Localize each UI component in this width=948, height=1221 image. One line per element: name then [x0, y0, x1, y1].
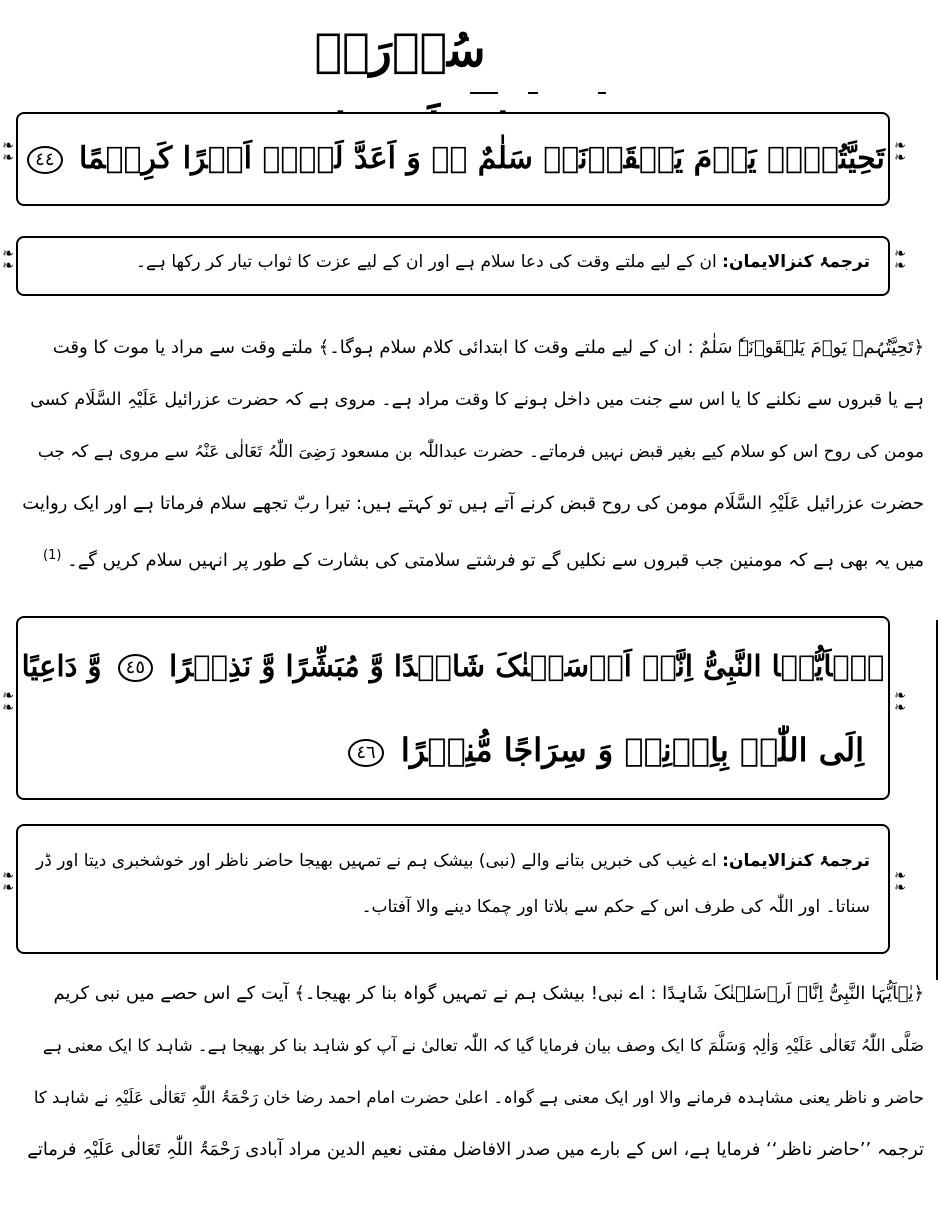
ayah-46 [18, 708, 888, 792]
ayah-number: ٤٥ [118, 654, 153, 682]
title-rule [598, 92, 606, 94]
ornament-right-icon: ❧ ❧ [894, 688, 906, 716]
ornament-right-icon: ❧ ❧ [894, 868, 906, 896]
ayah-text: تَحِیَّتُہُمۡ یَوۡمَ یَلۡقَوۡنَہٗ سَلٰمٌ ۚۖ وَ اَعَدَّ لَہُمۡ اَجۡرًا کَرِیۡمًا [78, 141, 885, 176]
footnote-citation: (1) [43, 548, 62, 563]
ornament-left-icon: ❧ ❧ [2, 246, 14, 274]
translation-line: سناتا۔ اور اللّٰہ کی طرف اس کے حکم سے بلاتا اور چمکا دینے والا آفتاب۔ [361, 897, 870, 917]
ayah-text: اِلَی اللّٰہِ بِاِذۡنِہٖ وَ سِرَاجًا مُّنِیۡرًا [400, 731, 864, 769]
tafsir-line: حاضر و ناظر یعنی مشاہدہ فرمانے والا اور ایک معنی ہے گواہ۔ اعلیٰ حضرت امام احمد رضا خان رَحْمَۃُ اللّٰہِ تَعَالٰی عَلَیْہِ نے شاہد کا [33, 1088, 924, 1107]
tafsir-line: صَلَّی اللّٰہُ تَعَالٰی عَلَیْہِ وَاٰلِہٖ وَسَلَّمَ کا ایک وصف بیان فرمایا گیا کہ اللّٰہ تعالیٰ نے آپ کو شاہد بنا کر بھیجا ہے۔ شاہد کا ایک معنی ہے [42, 1036, 924, 1055]
ayah-44 [18, 114, 888, 204]
surah-title: سُوۡرَۃُ [314, 23, 486, 77]
ornament-left-icon: ❧ ❧ [2, 688, 14, 716]
tafsir-1 [20, 322, 924, 587]
ayah-frame-2 [16, 616, 890, 800]
ayah-text-tail: وَّ دَاعِیًا [21, 649, 102, 683]
translation-frame-1 [16, 236, 890, 296]
translation-line [36, 838, 870, 884]
ornament-right-icon: ❧ ❧ [894, 138, 906, 166]
tafsir-line: ﴿یٰۤاَیُّہَا النَّبِیُّ اِنَّاۤ اَرۡسَلۡنٰکَ شَاہِدًا : اے نبی! بیشک ہم نے تمہیں گواہ بنا کر بھیجا۔﴾ آیت کے اس حصے میں نبی کریم [53, 983, 924, 1004]
margin-line [936, 620, 938, 980]
tafsir-line-last [20, 530, 924, 587]
ayah-number: ٤٦ [348, 739, 383, 767]
tafsir-line: ﴿تَحِیَّتُہُمۡ یَوۡمَ یَلۡقَوۡنَہٗ سَلٰمٌ : ان کے لیے ملتے وقت کا ابتدائی کلام سلام ہوگا۔﴾ ملتے وقت سے مراد یا موت کا وقت [52, 337, 924, 358]
translation-text: اے غیب کی خبریں بتانے والے (نبی) بیشک ہم نے تمہیں بھیجا حاضر ناظر اور خوشخبری دیتا اور ڈر [36, 851, 717, 871]
tafsir-line: ترجمہ ’’حاضر ناظر‘‘ فرمایا ہے، اس کے بارے میں صدر الافاضل مفتی نعیم الدین مراد آبادی رَحْمَۃُ اللّٰہِ تَعَالٰی عَلَیْہِ فرماتے [27, 1139, 924, 1160]
translation-1 [18, 238, 888, 290]
tafsir-line: ہے یا قبروں سے نکلنے کا یا اس سے جنت میں داخل ہونے کا وقت مراد ہے۔ مروی ہے کہ حضرت عزرائیل عَلَیْہِ السَّلَام کسی [30, 390, 924, 410]
tafsir-text: میں یہ بھی ہے کہ مومنین جب قبروں سے نکلیں گے تو فرشتے سلامتی کی بشارت کے طور پر انہیں سلام کریں گے۔ [67, 550, 924, 571]
tafsir-line: مومن کی روح اس کو سلام کیے بغیر قبض نہیں فرماتے۔ حضرت عبداللّٰہ بن مسعود رَضِیَ اللّٰہُ تَعَالٰی عَنْہُ سے مروی ہے کہ جب [37, 442, 924, 462]
ornament-left-icon: ❧ ❧ [2, 138, 14, 166]
tafsir-2 [20, 968, 924, 1176]
translation-label: ترجمۂ کنزالایمان: [722, 851, 870, 871]
ayah-frame-1 [16, 112, 890, 206]
ornament-right-icon: ❧ ❧ [894, 246, 906, 274]
ornament-left-icon: ❧ ❧ [2, 868, 14, 896]
translation-2 [18, 826, 888, 938]
title-rule [470, 92, 498, 94]
translation-frame-2 [16, 824, 890, 954]
translation-label: ترجمۂ کنزالایمان: [722, 252, 870, 272]
ayah-text: یٰۤاَیُّہَا النَّبِیُّ اِنَّاۤ اَرۡسَلۡنٰکَ شَاہِدًا وَّ مُبَشِّرًا وَّ نَذِیۡرًا [169, 649, 885, 683]
ayah-number: ٤٤ [27, 146, 62, 174]
translation-text: ان کے لیے ملتے وقت کی دعا سلام ہے اور ان کے لیے عزت کا ثواب تیار کر رکھا ہے۔ [136, 252, 717, 272]
ayah-45 [18, 624, 888, 708]
tafsir-line: حضرت عزرائیل عَلَیْہِ السَّلَام مومن کی روح قبض کرنے آتے ہیں تو کہتے ہیں: تیرا ربّ تجھے سلام فرماتا ہے اور ایک روایت [22, 493, 924, 514]
title-rule [528, 92, 538, 94]
